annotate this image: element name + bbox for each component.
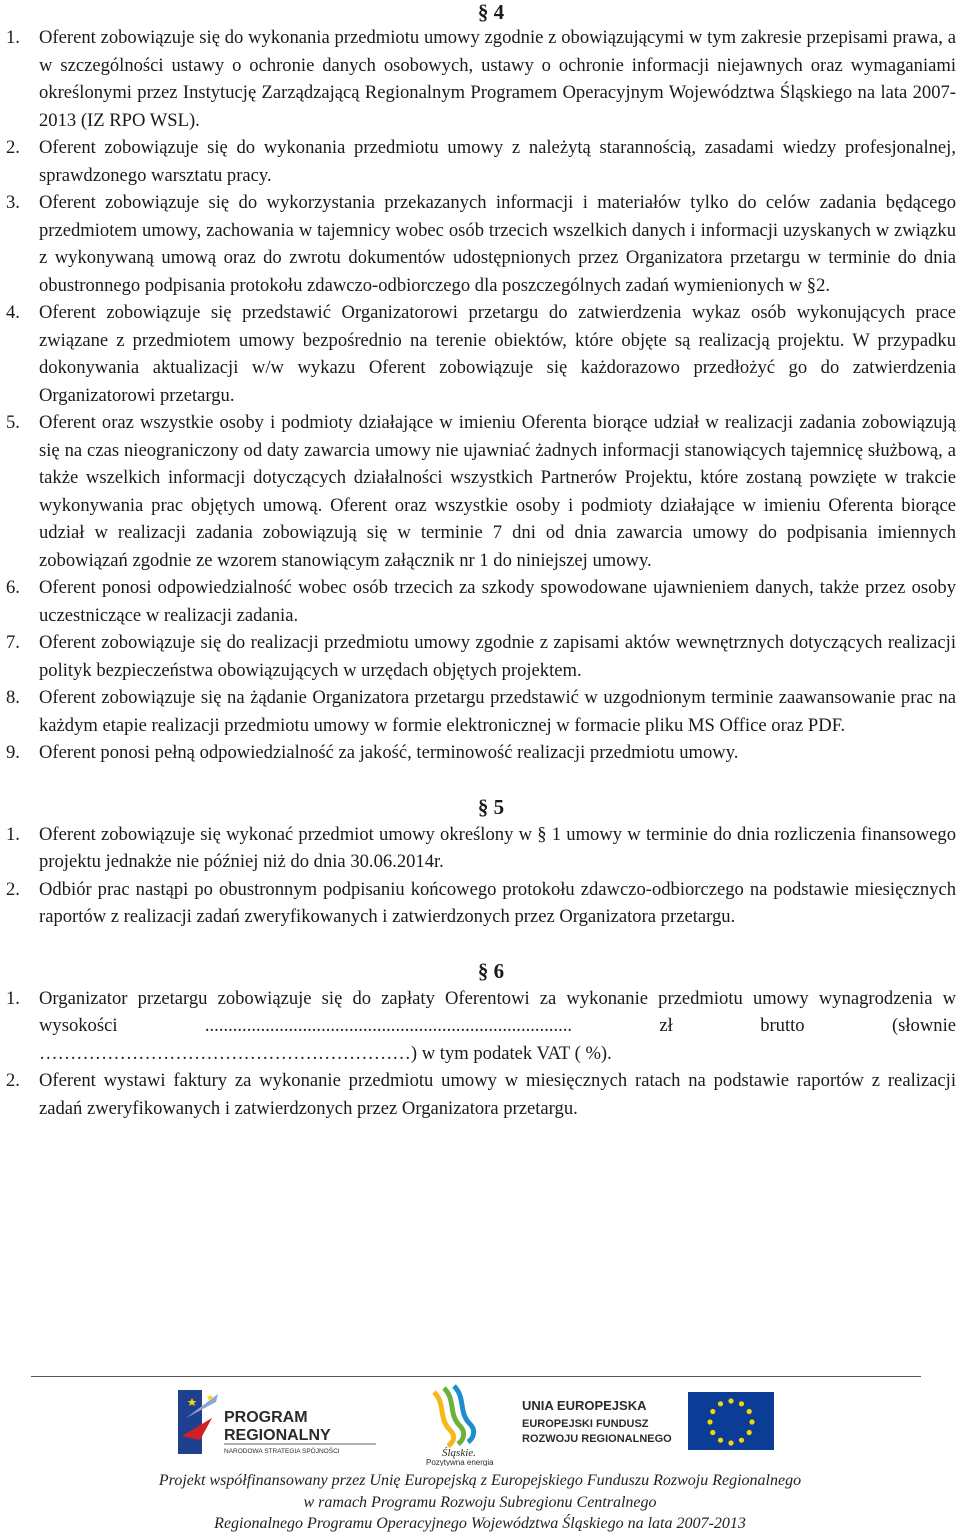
item-number: 6. [6, 577, 20, 598]
list-item [6, 876, 956, 931]
item-text: Oferent zobowiązuje się na żądanie Organizatora przetargu przedstawić w uzgodnionym terminie zaawansowanie prac na każdym etapie realizacji przedmiotu umowy w formie elektronicznej w formacie pliku MS Office oraz PDF. [39, 687, 956, 736]
section-6-list [6, 985, 956, 1123]
svg-text:Pozytywna energia: Pozytywna energia [426, 1458, 494, 1466]
list-item [6, 684, 956, 739]
item-text: Oferent ponosi odpowiedzialność wobec osób trzecich za szkody spowodowane ujawnieniem danych, także przez osoby uczestniczące w realizacji zadania. [39, 577, 956, 626]
list-item [6, 629, 956, 684]
item-number: 3. [6, 192, 20, 213]
item-text: Oferent oraz wszystkie osoby i podmioty działające w imieniu Oferenta biorące udział w realizacji zadania zobowiązują się na czas nieograniczony od daty zawarcia umowy nie ujawniać żadnych informacji stanowiących tajemnicę służbową, a także wszelkich informacji dotyczących działalności wszystkich Partnerów Projektu, które zostaną powzięte w trakcie wykonywania prac objętych umową. Oferent oraz wszystkie osoby i podmioty działające w imieniu Oferenta biorące udział w realizacji zadania zobowiązują się w terminie 7 dni od dnia zawarcia umowy do podpisania imiennych zobowiązań zgodnie ze wzorem stanowiącym załącznik nr 1 do niniejszej umowy. [39, 412, 956, 571]
footer-logos [0, 1382, 960, 1472]
item-text: Oferent wystawi faktury za wykonanie przedmiotu umowy w miesięcznych ratach na podstawie raportów z realizacji zadań zweryfikowanych i zatwierdzonych przez Organizatora przetargu. [39, 1070, 956, 1119]
list-item [6, 985, 956, 1068]
svg-text:PROGRAM: PROGRAM [224, 1409, 308, 1426]
footer-line-1: Projekt współfinansowany przez Unię Europejską z Europejskiego Funduszu Rozwoju Regionalnego [158, 1472, 802, 1489]
item-text: Oferent zobowiązuje się wykonać przedmiot umowy określony w § 1 umowy w terminie do dnia rozliczenia finansowego projektu jednakże nie później niż do dnia 30.06.2014r. [39, 823, 956, 872]
list-item [6, 189, 956, 299]
list-item [6, 134, 956, 189]
unia-europejska-logo [516, 1388, 781, 1458]
item-number: 1. [6, 823, 20, 845]
item-text: Oferent zobowiązuje się do wykorzystania przekazanych informacji i materiałów tylko do celów zadania będącego przedmiotem umowy, zachowania w tajemnicy wobec osób trzecich wszelkich danych i informacji uzyskanych w związku z wykonywaną umową oraz do zwrotu dokumentów udostępnionych przez Organizatora przetargu w terminie do dnia obustronnego podpisania protokołu zdawczo-odbiorczego dla poszczególnych zadań wymienionych w §2. [39, 192, 956, 296]
item-text: Oferent zobowiązuje się przedstawić Organizatorowi przetargu do zatwierdzenia wykaz osób wykonujących prace związane z przedmiotem umowy bezpośrednio na terenie obiektów, które objęte są realizacją projektu. W przypadku dokonywania aktualizacji w/w wykazu Oferent zobowiązuje się każdorazowo przedłożyć go do zatwierdzenia Organizatorowi przetargu. [39, 302, 956, 406]
list-item [6, 739, 956, 767]
item-text: Oferent zobowiązuje się do wykonania przedmiotu umowy z należytą starannością, zasadami wiedzy profesjonalnej, sprawdzonego warsztatu pracy. [39, 137, 956, 186]
footer-line-3: Regionalnego Programu Operacyjnego Województwa Śląskiego na lata 2007-2013 [214, 1515, 746, 1532]
item-number: 8. [6, 687, 20, 708]
item-number: 9. [6, 742, 20, 763]
item-number: 7. [6, 632, 20, 653]
item-number: 2. [6, 878, 20, 900]
list-item [6, 299, 956, 409]
item-number: 1. [6, 27, 20, 48]
item-text: Organizator przetargu zobowiązuje się do zapłaty Oferentowi za wykonanie przedmiotu umowy wynagrodzenia w wysokości ............................................................................... zł brutto (słownie ……………………………………………………) w tym podatek VAT ( %). [39, 987, 956, 1064]
footer-line-2: w ramach Programu Rozwoju Subregionu Centralnego [303, 1493, 657, 1511]
svg-text:EUROPEJSKI FUNDUSZ: EUROPEJSKI FUNDUSZ [522, 1418, 649, 1430]
svg-text:REGIONALNY: REGIONALNY [224, 1427, 331, 1444]
section-heading-6: § 6 [477, 958, 505, 983]
item-number: 2. [6, 137, 20, 158]
svg-text:ROZWOJU REGIONALNEGO: ROZWOJU REGIONALNEGO [522, 1433, 672, 1445]
item-number: 1. [6, 987, 20, 1009]
item-text: Oferent ponosi pełną odpowiedzialność za jakość, terminowość realizacji przedmiotu umowy. [39, 742, 739, 763]
list-item [6, 1067, 956, 1122]
list-item [6, 24, 956, 134]
item-number: 4. [6, 302, 20, 323]
svg-text:UNIA EUROPEJSKA: UNIA EUROPEJSKA [522, 1398, 647, 1413]
item-text: Oferent zobowiązuje się do realizacji przedmiotu umowy zgodnie z zapisami aktów wewnętrznych dotyczących realizacji polityk bezpieczeństwa obowiązujących w urzędach objętych projektem. [39, 632, 956, 681]
section-heading-4: § 4 [477, 0, 505, 24]
section-4-list [6, 24, 956, 767]
svg-text:Śląskie.: Śląskie. [442, 1447, 476, 1459]
item-number: 2. [6, 1070, 20, 1091]
list-item [6, 574, 956, 629]
section-heading-5: § 5 [477, 794, 505, 819]
slaskie-logo [404, 1382, 514, 1466]
section-5-list [6, 821, 956, 931]
list-item [6, 409, 956, 574]
footer-divider [31, 1376, 921, 1377]
svg-text:NARODOWA STRATEGIA SPÓJNOŚCI: NARODOWA STRATEGIA SPÓJNOŚCI [224, 1448, 340, 1455]
item-number: 5. [6, 412, 20, 433]
item-text: Odbiór prac nastąpi po obustronnym podpisaniu końcowego protokołu zdawczo-odbiorczego na podstawie miesięcznych raportów z realizacji zadań zweryfikowanych i zatwierdzonych przez Organizatora przetargu. [39, 878, 956, 927]
program-regionalny-logo [176, 1388, 386, 1460]
footer-text [0, 1470, 960, 1535]
item-text: Oferent zobowiązuje się do wykonania przedmiotu umowy zgodnie z obowiązującymi w tym zakresie przepisami prawa, a w szczególności ustawy o ochronie danych osobowych, ustawy o ochronie informacji niejawnych oraz wymaganiami określonymi przez Instytucję Zarządzającą Regionalnym Programem Operacyjnym Województwa Śląskiego na lata 2007-2013 (IZ RPO WSL). [39, 27, 956, 131]
document-body [6, 0, 956, 1122]
list-item [6, 821, 956, 876]
